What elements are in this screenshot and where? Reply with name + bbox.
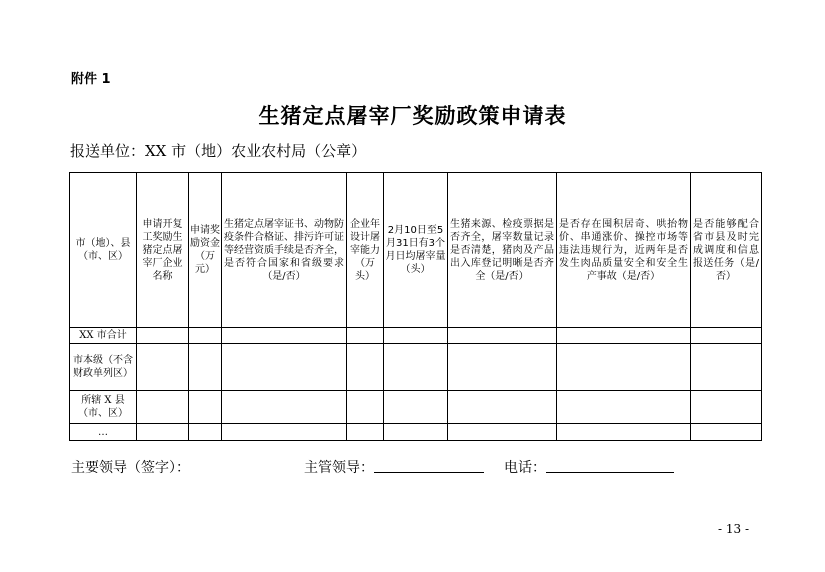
row-label: 所辖 X 县（市、区） <box>70 391 137 424</box>
table-cell[interactable] <box>448 328 557 344</box>
table-cell[interactable] <box>557 344 691 391</box>
table-cell[interactable] <box>557 424 691 441</box>
table-cell[interactable] <box>222 328 347 344</box>
table-cell[interactable] <box>137 344 189 391</box>
table-cell[interactable] <box>347 344 384 391</box>
row-label: … <box>70 424 137 441</box>
header-region: 市（地）、县（市、区） <box>70 173 137 328</box>
table-cell[interactable] <box>448 424 557 441</box>
leader-signature-label: 主要领导（签字）： <box>71 460 190 476</box>
table-cell[interactable] <box>557 328 691 344</box>
table-cell[interactable] <box>189 391 222 424</box>
table-cell[interactable] <box>448 344 557 391</box>
table-cell[interactable] <box>137 391 189 424</box>
attachment-label: 附件 1 <box>71 72 111 87</box>
row-label: 市本级（不含财政单列区） <box>70 344 137 391</box>
row-label: XX 市合计 <box>70 328 137 344</box>
table-cell[interactable] <box>557 391 691 424</box>
supervisor-label: 主管领导： <box>304 460 374 476</box>
table-cell[interactable] <box>347 328 384 344</box>
header-violations: 是否存在囤积居奇、哄抬物价、串通涨价、操控市场等违法违规行为，近两年是否发生肉品质量安全和安全生产事故（是/否） <box>557 173 691 328</box>
page-number: - 13 - <box>718 522 750 536</box>
supervisor-input-line[interactable] <box>374 457 484 473</box>
table-cell[interactable] <box>137 328 189 344</box>
table-cell[interactable] <box>137 424 189 441</box>
table-cell[interactable] <box>384 391 448 424</box>
table-row <box>70 328 762 344</box>
table-cell[interactable] <box>347 391 384 424</box>
table-row <box>70 391 762 424</box>
table-cell[interactable] <box>691 391 762 424</box>
table-cell[interactable] <box>189 344 222 391</box>
table-cell[interactable] <box>189 328 222 344</box>
supervisor-field <box>304 457 374 477</box>
table-cell[interactable] <box>222 424 347 441</box>
table-cell[interactable] <box>691 328 762 344</box>
table-cell[interactable] <box>347 424 384 441</box>
table-cell[interactable] <box>448 391 557 424</box>
reporting-unit: 报送单位：XX 市（地）农业农村局（公章） <box>70 142 367 160</box>
header-capacity: 企业年设计屠宰能力（万头） <box>347 173 384 328</box>
phone-label: 电话： <box>504 460 546 476</box>
table-row <box>70 424 762 441</box>
header-qualifications: 生猪定点屠宰证书、动物防疫条件合格证、排污许可证等经营资质手续是否齐全，是否符合国家和省级要求（是/否） <box>222 173 347 328</box>
table-cell[interactable] <box>222 344 347 391</box>
header-company-name: 申请开复工奖励生猪定点屠宰厂企业名称 <box>137 173 189 328</box>
form-title: 生猪定点屠宰厂奖励政策申请表 <box>258 104 567 128</box>
table-cell[interactable] <box>384 344 448 391</box>
table-cell[interactable] <box>189 424 222 441</box>
phone-field <box>504 457 546 477</box>
application-form-table <box>69 172 762 441</box>
phone-input-line[interactable] <box>546 457 674 473</box>
table-cell[interactable] <box>691 344 762 391</box>
table-cell[interactable] <box>222 391 347 424</box>
table-header-row <box>70 173 762 328</box>
table-cell[interactable] <box>691 424 762 441</box>
table-row <box>70 344 762 391</box>
header-daily-volume: 2月10日至5月31日有3个月日均屠宰量（头） <box>384 173 448 328</box>
header-coordination: 是否能够配合省市县及时完成调度和信息报送任务（是/否） <box>691 173 762 328</box>
header-funds: 申请奖励资金（万元） <box>189 173 222 328</box>
table-cell[interactable] <box>384 328 448 344</box>
header-records: 生猪来源、检疫票据是否齐全，屠宰数量记录是否清楚，猪肉及产品出入库登记明晰是否齐全（是/否） <box>448 173 557 328</box>
table-cell[interactable] <box>384 424 448 441</box>
